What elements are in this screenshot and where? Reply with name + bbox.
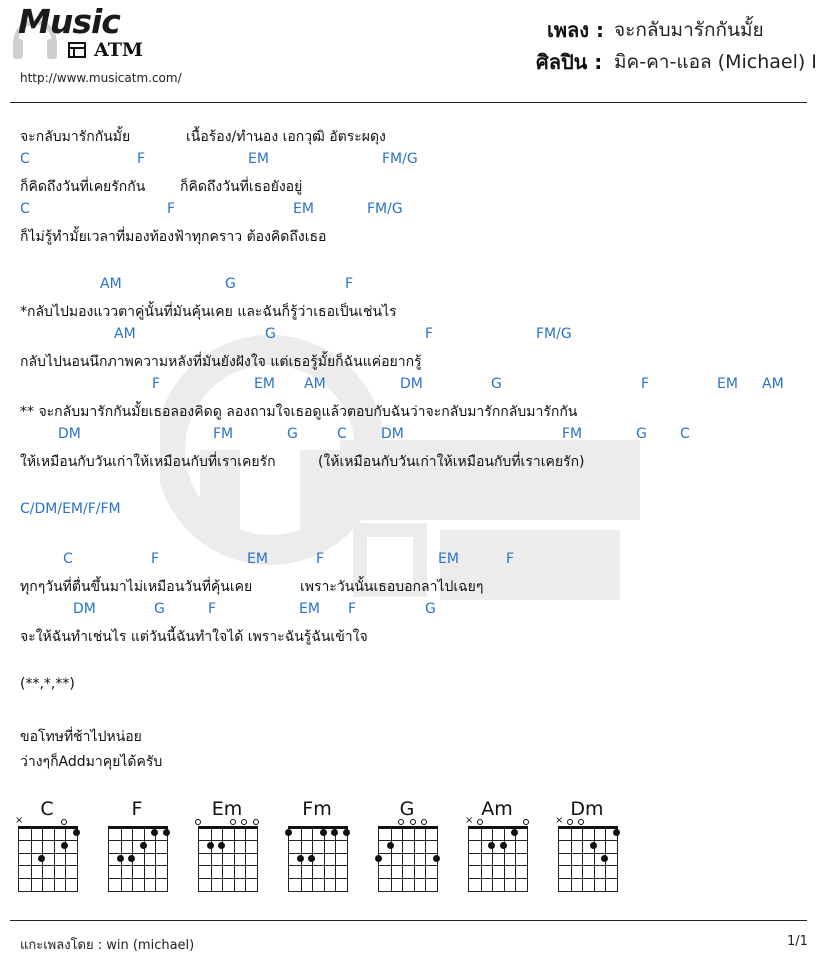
string-line [335, 827, 336, 891]
string-line [582, 827, 583, 891]
transcriber-credit: แกะเพลงโดย : win (michael) [20, 938, 195, 953]
lyric-line: ** จะกลับมารักกันมั้ยเธอลองคิดดู ลองถามใจเธอดูแล้วตอบกับฉันว่าจะกลับมารักกลับมารักกัน [20, 404, 578, 420]
nut [288, 826, 348, 829]
chord-label: F [345, 276, 354, 292]
chord-diagram-name: F [131, 798, 143, 820]
fret-line [469, 853, 527, 854]
chord-label: FM/G [367, 201, 403, 217]
chord-label: C [20, 201, 30, 217]
chord-diagram-name: Fm [302, 798, 332, 820]
finger-dot [151, 829, 158, 836]
fret-line [199, 865, 257, 866]
finger-dot [140, 842, 147, 849]
finger-dot [488, 842, 495, 849]
chord-label: EM [299, 601, 320, 617]
chord-label: C [337, 426, 347, 442]
fret-line [379, 878, 437, 879]
muted-string-mark: × [15, 815, 24, 826]
finger-dot [117, 855, 124, 862]
chord-label: FM/G [382, 151, 418, 167]
fret-line [559, 878, 617, 879]
fret-line [199, 840, 257, 841]
lyric-line: ก็คิดถึงวันที่เธอยังอยู่ [180, 179, 303, 195]
chord-label: G [225, 276, 236, 292]
chord-diagram-name: Dm [570, 798, 604, 820]
fretboard-grid [378, 826, 438, 892]
chord-diagram-name: C [40, 798, 54, 820]
chord-label: F [506, 551, 515, 567]
chord-label: C [63, 551, 73, 567]
fret-line [559, 840, 617, 841]
chord-label: F [316, 551, 325, 567]
open-string-mark [253, 819, 259, 825]
chord-label: G [265, 326, 276, 342]
fret-line [289, 878, 347, 879]
chord-label: EM [248, 151, 269, 167]
chord-label: AM [762, 376, 784, 392]
string-line [234, 827, 235, 891]
chord-label: G [425, 601, 436, 617]
string-line [324, 827, 325, 891]
string-line [402, 827, 403, 891]
fret-line [469, 865, 527, 866]
fret-line [559, 865, 617, 866]
finger-dot [387, 842, 394, 849]
string-line [65, 827, 66, 891]
chord-label: G [491, 376, 502, 392]
open-string-mark [241, 819, 247, 825]
fret-line [19, 853, 77, 854]
chord-label: C/DM/EM/F/FM [20, 501, 121, 517]
finger-dot [343, 829, 350, 836]
logo-music-text: Music [18, 2, 120, 41]
chord-label: AM [100, 276, 122, 292]
logo-window-icon [68, 42, 86, 58]
nut [468, 826, 528, 829]
open-string-mark [523, 819, 529, 825]
string-line [414, 827, 415, 891]
finger-dot [320, 829, 327, 836]
muted-string-mark: × [555, 815, 564, 826]
fretboard-grid [198, 826, 258, 892]
fret-line [199, 878, 257, 879]
fret-line [379, 865, 437, 866]
logo-atm-text: ATM [94, 39, 143, 61]
finger-dot [128, 855, 135, 862]
finger-dot [331, 829, 338, 836]
string-line [425, 827, 426, 891]
chord-label: EM [717, 376, 738, 392]
finger-dot [500, 842, 507, 849]
string-line [245, 827, 246, 891]
chord-label: EM [254, 376, 275, 392]
muted-string-mark: × [465, 815, 474, 826]
string-line [31, 827, 32, 891]
chord-diagram-name: Am [481, 798, 513, 820]
finger-dot [218, 842, 225, 849]
chord-label: G [287, 426, 298, 442]
fret-line [289, 853, 347, 854]
chord-label: F [425, 326, 434, 342]
chord-diagram-dm [556, 798, 618, 898]
chord-label: DM [73, 601, 96, 617]
fret-line [19, 865, 77, 866]
open-string-mark [61, 819, 67, 825]
chord-label: EM [247, 551, 268, 567]
chord-label: C [680, 426, 690, 442]
nut [18, 826, 78, 829]
finger-dot [207, 842, 214, 849]
chord-label: AM [114, 326, 136, 342]
string-line [144, 827, 145, 891]
string-line [571, 827, 572, 891]
string-line [391, 827, 392, 891]
string-line [504, 827, 505, 891]
open-string-mark [578, 819, 584, 825]
finger-dot [308, 855, 315, 862]
fret-line [289, 840, 347, 841]
lyric-line: กลับไปนอนนึกภาพความหลังที่มันยังฝังใจ แต่เธอรู้มั้ยก็ฉันแค่อยากรู้ [20, 354, 422, 370]
chord-diagram-g [376, 798, 438, 898]
string-line [492, 827, 493, 891]
artist-label: ศิลปิน : [536, 50, 603, 74]
chord-label: F [137, 151, 146, 167]
chord-diagram-em [196, 798, 258, 898]
fret-line [109, 878, 167, 879]
lyric-line: *กลับไปมองแววตาคู่นั้นที่มันคุ้นเคย และฉันก็รู้ว่าเธอเป็นเช่นไร [20, 304, 397, 320]
chord-label: F [152, 376, 161, 392]
chord-label: FM/G [536, 326, 572, 342]
fret-line [109, 840, 167, 841]
finger-dot [61, 842, 68, 849]
fret-line [289, 865, 347, 866]
finger-dot [285, 829, 292, 836]
lyric-line: (**,*,**) [20, 676, 75, 692]
open-string-mark [398, 819, 404, 825]
lyric-line: เนื้อร้อง/ทำนอง เอกวุฒิ อัตระผดุง [186, 129, 386, 145]
string-line [594, 827, 595, 891]
fret-line [19, 840, 77, 841]
finger-dot [297, 855, 304, 862]
finger-dot [590, 842, 597, 849]
fret-line [559, 853, 617, 854]
page-number: 1/1 [787, 934, 808, 949]
finger-dot [73, 829, 80, 836]
nut [198, 826, 258, 829]
chord-diagram-name: Em [211, 798, 243, 820]
fretboard-grid [465, 815, 528, 892]
lyric-line: จะให้ฉันทำเช่นไร แต่วันนี้ฉันทำใจได้ เพราะฉันรู้ฉันเข้าใจ [20, 629, 368, 645]
fretboard-grid [555, 815, 618, 892]
open-string-mark [230, 819, 236, 825]
header-divider [10, 102, 807, 103]
finger-dot [511, 829, 518, 836]
lyric-line: เพราะวันนั้นเธอบอกลาไปเฉยๆ [300, 579, 484, 595]
chord-label: G [636, 426, 647, 442]
chord-label: EM [293, 201, 314, 217]
string-line [155, 827, 156, 891]
finger-dot [601, 855, 608, 862]
nut [108, 826, 168, 829]
chord-label: C [20, 151, 30, 167]
chord-label: DM [400, 376, 423, 392]
fret-line [469, 878, 527, 879]
open-string-mark [477, 819, 483, 825]
chord-label: FM [562, 426, 583, 442]
chord-label: DM [381, 426, 404, 442]
chord-label: F [208, 601, 217, 617]
finger-dot [433, 855, 440, 862]
artist-name: มิค-คา-แอล (Michael) I [614, 51, 817, 73]
chord-label: F [348, 601, 357, 617]
lyric-line: จะกลับมารักกันมั้ย [20, 129, 131, 145]
chord-diagram-name: G [399, 798, 415, 820]
fret-line [379, 853, 437, 854]
fret-line [109, 865, 167, 866]
string-line [211, 827, 212, 891]
fret-line [199, 853, 257, 854]
open-string-mark [567, 819, 573, 825]
fretboard-grid [15, 815, 78, 892]
chord-label: AM [304, 376, 326, 392]
string-line [515, 827, 516, 891]
chord-label: EM [438, 551, 459, 567]
open-string-mark [195, 819, 201, 825]
chord-label: DM [58, 426, 81, 442]
open-string-mark [410, 819, 416, 825]
chord-diagram-f [106, 798, 168, 898]
site-url-link[interactable]: http://www.musicatm.com/ [20, 71, 182, 85]
finger-dot [613, 829, 620, 836]
fretboard-grid [288, 826, 348, 892]
fret-line [109, 853, 167, 854]
finger-dot [375, 855, 382, 862]
lyric-line: (ให้เหมือนกับวันเก่าให้เหมือนกับที่เราเคยรัก) [318, 454, 585, 470]
lyric-line: ว่างๆก็Addมาคุยได้ครับ [20, 754, 163, 770]
chord-diagram-am [466, 798, 528, 898]
fret-line [379, 840, 437, 841]
string-line [54, 827, 55, 891]
finger-dot [38, 855, 45, 862]
song-label: เพลง : [547, 18, 605, 42]
nut [558, 826, 618, 829]
string-line [481, 827, 482, 891]
song-title: จะกลับมารักกันมั้ย [614, 19, 764, 41]
open-string-mark [421, 819, 427, 825]
chord-diagram-c [16, 798, 78, 898]
chord-label: F [641, 376, 650, 392]
chord-diagram-fm [286, 798, 348, 898]
chord-label: G [154, 601, 165, 617]
lyric-line: ขอโทษที่ช้าไปหน่อย [20, 729, 142, 745]
lyric-line: ให้เหมือนกับวันเก่าให้เหมือนกับที่เราเคยรัก [20, 454, 276, 470]
finger-dot [163, 829, 170, 836]
chord-label: F [167, 201, 176, 217]
chord-label: FM [213, 426, 234, 442]
fretboard-grid [108, 826, 168, 892]
chord-label: F [151, 551, 160, 567]
fret-line [19, 878, 77, 879]
nut [378, 826, 438, 829]
lyric-line: ก็ไม่รู้ทำมั้ยเวลาที่มองท้องฟ้าทุกคราว ต้องคิดถึงเธอ [20, 229, 327, 245]
fret-line [469, 840, 527, 841]
lyric-line: ก็คิดถึงวันที่เคยรักกัน [20, 179, 146, 195]
footer-divider [10, 920, 807, 921]
lyric-line: ทุกๆวันที่ตื่นขึ้นมาไม่เหมือนวันที่คุ้นเคย [20, 579, 253, 595]
string-line [222, 827, 223, 891]
